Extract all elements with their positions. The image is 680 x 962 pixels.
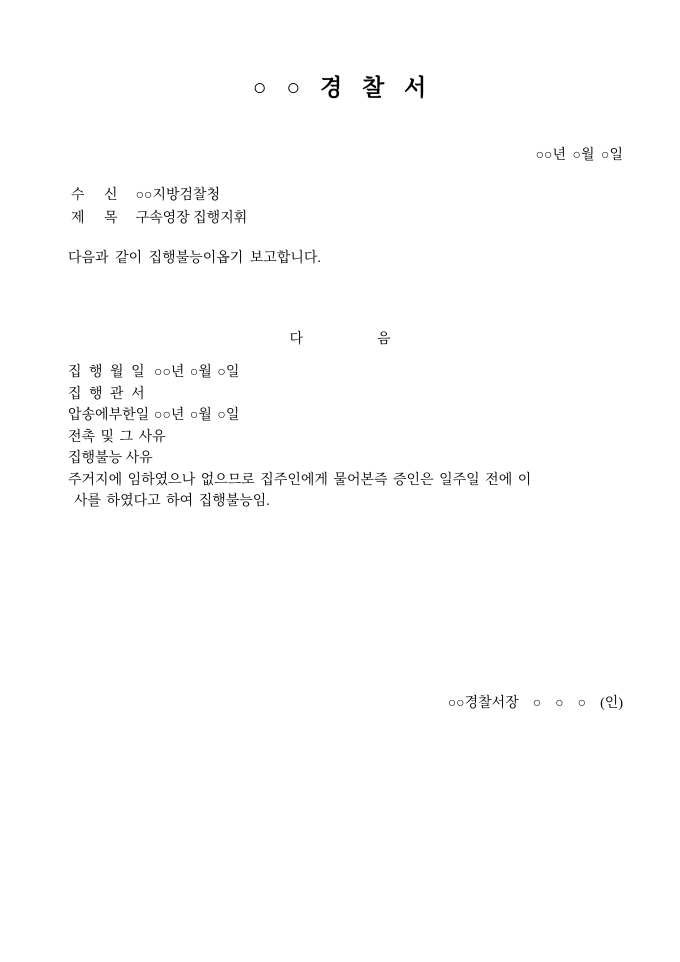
signature-name-2: ○ — [555, 696, 564, 711]
field-value-failure-reason: 주거지에 임하였으나 없으므로 집주인에게 물어본즉 증인은 일주일 전에 이사를 하였다고 하여 집행불능임. — [68, 472, 532, 509]
document-title: ○ ○ 경 찰 서 — [252, 75, 428, 100]
signature-name-1: ○ — [532, 696, 542, 711]
intro-sentence: 다음과 같이 집행불능이옵기 보고합니다. — [68, 251, 321, 266]
signature-seal: (인) — [600, 696, 623, 711]
field-row-failure-reason — [68, 448, 628, 513]
field-row-transfer-date — [68, 405, 628, 427]
field-value-execution-date: ○○년 ○월 ○일 — [154, 365, 240, 380]
document-date: ○○년 ○월 ○일 — [535, 148, 623, 163]
signature-line — [448, 696, 623, 713]
section-heading-left: 다 — [289, 332, 303, 347]
field-label-transfer-date: 압송에부한일 — [68, 408, 150, 423]
signature-name-3: ○ — [577, 696, 587, 711]
field-label-execution-date: 집 행 월 일 — [68, 365, 145, 380]
field-label-executing-office: 집 행 관 서 — [68, 386, 145, 402]
field-row-executing-office — [68, 384, 628, 406]
subject-label: 제 목 — [71, 210, 118, 226]
field-row-execution-date — [68, 362, 628, 384]
recipient-label: 수 신 — [71, 187, 118, 203]
field-label-failure-reason: 집행불능 사유 — [68, 451, 153, 466]
subject-line — [57, 194, 247, 244]
subject-value: 구속영장 집행지휘 — [135, 210, 248, 226]
fields-block — [68, 362, 628, 513]
recipient-value: ○○지방검찰청 — [135, 187, 221, 203]
field-label-delay-reason: 전촉 및 그 사유 — [68, 429, 166, 445]
section-heading-right: 음 — [377, 332, 391, 347]
section-heading — [0, 332, 680, 349]
signature-office: ○○경찰서장 — [447, 696, 519, 711]
field-value-transfer-date: ○○년 ○월 ○일 — [154, 408, 240, 423]
field-row-delay-reason — [68, 427, 628, 449]
